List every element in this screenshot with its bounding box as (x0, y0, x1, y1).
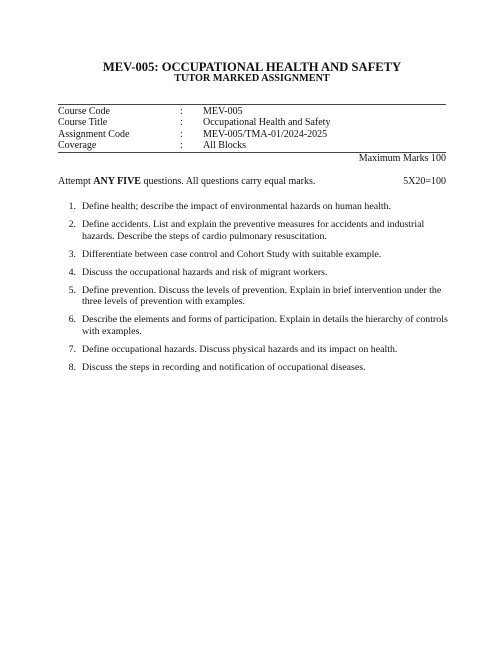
document-title: MEV-005: OCCUPATIONAL HEALTH AND SAFETY (102, 60, 402, 74)
course-title-value: Occupational Health and Safety (203, 117, 331, 129)
question-list (58, 201, 448, 380)
question-number: 7. (68, 343, 76, 355)
question-item (58, 314, 448, 337)
separator: : (180, 128, 183, 140)
question-number: 3. (68, 248, 76, 260)
course-code-value: MEV-005 (203, 106, 243, 117)
question-text: Discuss the occupational hazards and risk of migrant workers. (82, 266, 328, 278)
question-item (58, 201, 448, 213)
question-number: 1. (68, 201, 76, 212)
document-subtitle: TUTOR MARKED ASSIGNMENT (174, 73, 330, 84)
question-text: Differentiate between case control and Cohort Study with suitable example. (82, 248, 382, 260)
question-number: 8. (68, 361, 76, 373)
course-info-table (58, 106, 446, 151)
instruction-emphasis: ANY FIVE (93, 176, 141, 187)
question-text: Discuss the steps in recording and notification of occupational diseases. (82, 361, 366, 373)
course-title-label: Course Title (58, 117, 108, 129)
coverage-value: All Blocks (203, 139, 247, 151)
question-number: 5. (68, 284, 76, 296)
assignment-code-value: MEV-005/TMA-01/2024-2025 (203, 128, 328, 140)
question-text: Describe the elements and forms of participation. Explain in details the hierarchy of controls with examples. (82, 314, 448, 337)
question-number: 4. (68, 266, 76, 278)
question-item (58, 362, 448, 374)
course-title-row (58, 117, 446, 128)
coverage-row (58, 140, 446, 151)
question-number: 6. (68, 314, 76, 326)
separator: : (180, 139, 183, 151)
assignment-code-label: Assignment Code (58, 128, 130, 140)
separator: : (180, 117, 183, 129)
question-item (58, 249, 448, 261)
assignment-code-row (58, 129, 446, 140)
question-text: Define prevention. Discuss the levels of prevention. Explain in brief intervention under the three levels of prevention with examples. (82, 284, 442, 308)
marks-scheme: 5X20=100 (403, 176, 446, 187)
course-code-label: Course Code (58, 106, 110, 117)
question-item (58, 219, 448, 242)
question-item (58, 267, 448, 279)
maximum-marks: Maximum Marks 100 (358, 153, 446, 164)
instruction-line (58, 176, 446, 187)
divider-top (58, 104, 446, 105)
coverage-label: Coverage (58, 139, 97, 151)
question-text: Define health; describe the impact of environmental hazards on human health. (82, 201, 392, 212)
instruction-suffix: questions. All questions carry equal marks. (140, 176, 316, 187)
instruction-prefix: Attempt (58, 176, 94, 187)
question-item (58, 285, 448, 308)
separator: : (180, 106, 183, 117)
question-item (58, 344, 448, 356)
question-number: 2. (68, 218, 76, 230)
question-text: Define accidents. List and explain the preventive measures for accidents and industrial hazards. Describe the steps of cardio pulmonary resuscitation. (82, 218, 425, 242)
question-text: Define occupational hazards. Discuss physical hazards and its impact on health. (82, 343, 398, 355)
course-code-row (58, 106, 446, 117)
